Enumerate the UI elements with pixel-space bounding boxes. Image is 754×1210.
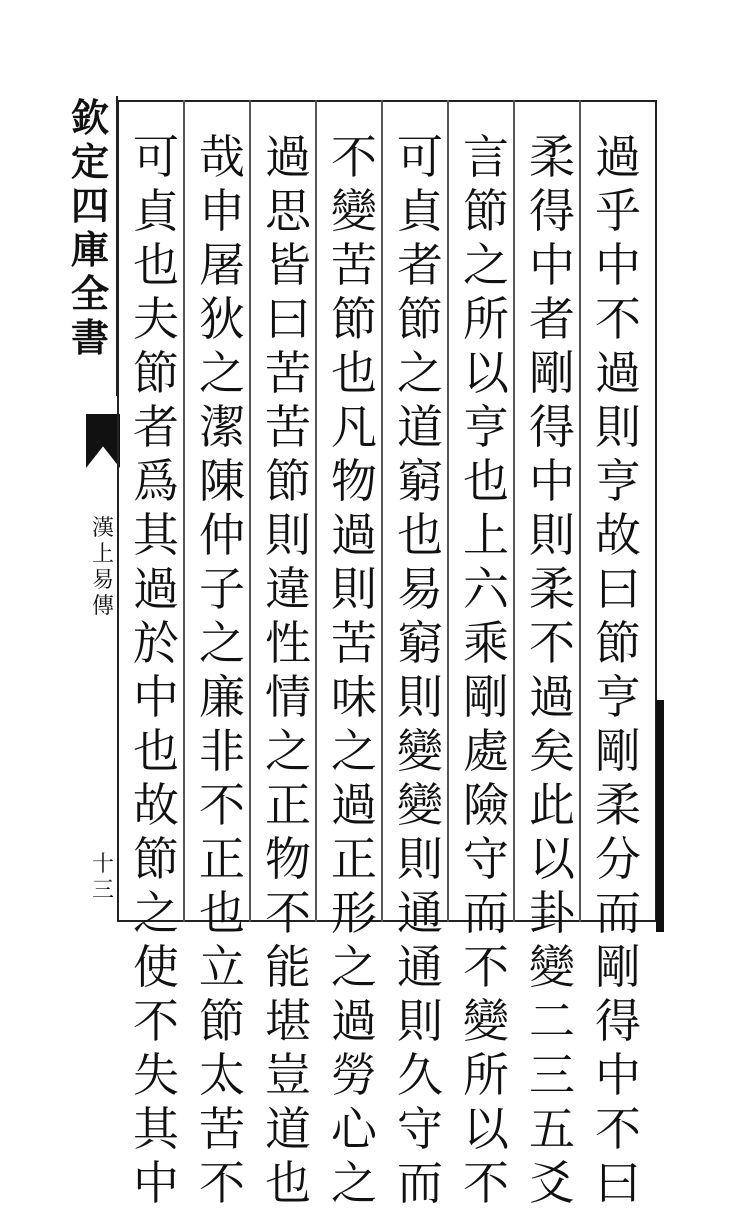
text-char: 則 <box>397 670 443 724</box>
text-char: 過 <box>595 346 641 400</box>
text-column-3 <box>453 130 519 1210</box>
text-char: 狄 <box>199 292 245 346</box>
text-char: 也 <box>265 1156 311 1210</box>
text-char: 潔 <box>199 400 245 454</box>
text-char: 變 <box>529 940 575 994</box>
text-char: 使 <box>133 940 179 994</box>
text-char: 廉 <box>199 670 245 724</box>
text-char: 過 <box>265 130 311 184</box>
text-char: 上 <box>463 508 509 562</box>
text-char: 之 <box>463 238 509 292</box>
text-char: 過 <box>529 670 575 724</box>
text-char: 險 <box>463 778 509 832</box>
text-char: 得 <box>595 994 641 1048</box>
text-char: 節 <box>199 994 245 1048</box>
text-char: 物 <box>331 454 377 508</box>
text-char: 貞 <box>397 184 443 238</box>
fishtail-mark <box>86 414 120 468</box>
text-char: 者 <box>529 292 575 346</box>
text-char: 可 <box>397 130 443 184</box>
text-char: 不 <box>199 1156 245 1210</box>
text-char: 夫 <box>133 292 179 346</box>
text-char: 過 <box>331 508 377 562</box>
text-char: 勞 <box>331 1048 377 1102</box>
text-column-8 <box>123 130 189 1210</box>
text-char: 久 <box>397 1048 443 1102</box>
text-char: 節 <box>331 292 377 346</box>
text-char: 曰 <box>595 1156 641 1210</box>
text-column-4 <box>387 130 453 1210</box>
text-char: 亨 <box>463 400 509 454</box>
text-char: 可 <box>133 130 179 184</box>
text-char: 也 <box>397 508 443 562</box>
folio-char: 十 <box>91 852 114 877</box>
text-char: 所 <box>463 1048 509 1102</box>
text-char: 節 <box>133 832 179 886</box>
text-char: 過 <box>331 778 377 832</box>
text-char: 中 <box>529 454 575 508</box>
text-char: 不 <box>331 130 377 184</box>
text-char: 乘 <box>463 616 509 670</box>
text-char: 違 <box>265 562 311 616</box>
text-char: 曰 <box>595 562 641 616</box>
text-char: 道 <box>265 1102 311 1156</box>
text-char: 過 <box>595 130 641 184</box>
text-char: 爲 <box>133 454 179 508</box>
text-char: 之 <box>199 346 245 400</box>
text-char: 也 <box>133 238 179 292</box>
text-char: 守 <box>463 832 509 886</box>
text-char: 矣 <box>529 724 575 778</box>
text-char: 則 <box>529 508 575 562</box>
text-char: 剛 <box>595 940 641 994</box>
text-char: 得 <box>529 184 575 238</box>
text-char: 其 <box>133 508 179 562</box>
text-char: 哉 <box>199 130 245 184</box>
text-char: 則 <box>265 508 311 562</box>
text-column-5 <box>321 130 387 1210</box>
text-char: 中 <box>529 238 575 292</box>
text-char: 中 <box>595 238 641 292</box>
text-char: 之 <box>331 1156 377 1210</box>
text-char: 立 <box>199 940 245 994</box>
text-column-2 <box>519 130 585 1210</box>
text-char: 分 <box>595 832 641 886</box>
text-char: 曰 <box>265 292 311 346</box>
text-char: 道 <box>397 400 443 454</box>
text-char: 節 <box>595 616 641 670</box>
text-char: 過 <box>331 994 377 1048</box>
text-char: 則 <box>397 994 443 1048</box>
text-char: 正 <box>265 778 311 832</box>
text-char: 以 <box>529 832 575 886</box>
folio-number <box>86 852 120 904</box>
text-char: 苦 <box>331 238 377 292</box>
text-char: 者 <box>133 400 179 454</box>
text-char: 柔 <box>595 778 641 832</box>
text-char: 變 <box>331 184 377 238</box>
text-char: 苦 <box>199 1102 245 1156</box>
text-char: 不 <box>595 292 641 346</box>
text-char: 言 <box>463 130 509 184</box>
text-char: 中 <box>133 1156 179 1210</box>
text-char: 中 <box>133 670 179 724</box>
text-char: 節 <box>463 184 509 238</box>
text-char: 不 <box>265 886 311 940</box>
title-char: 書 <box>70 315 109 360</box>
text-char: 易 <box>397 562 443 616</box>
text-char: 之 <box>331 724 377 778</box>
text-char: 節 <box>133 346 179 400</box>
text-char: 剛 <box>529 346 575 400</box>
text-char: 正 <box>331 832 377 886</box>
text-char: 之 <box>397 346 443 400</box>
text-char: 非 <box>199 724 245 778</box>
text-char: 變 <box>463 994 509 1048</box>
text-char: 以 <box>463 346 509 400</box>
text-char: 亨 <box>595 454 641 508</box>
text-char: 六 <box>463 562 509 616</box>
text-char: 能 <box>265 940 311 994</box>
text-char: 得 <box>529 400 575 454</box>
book-title <box>86 516 120 620</box>
text-char: 皆 <box>265 238 311 292</box>
text-char: 五 <box>529 1102 575 1156</box>
title-char: 四 <box>70 183 109 228</box>
text-char: 正 <box>199 832 245 886</box>
text-char: 節 <box>265 454 311 508</box>
text-char: 也 <box>463 454 509 508</box>
text-char: 中 <box>595 1048 641 1102</box>
text-char: 豈 <box>265 1048 311 1102</box>
title-char: 欽 <box>70 95 109 140</box>
text-char: 爻 <box>529 1156 575 1210</box>
text-char: 性 <box>265 616 311 670</box>
text-char: 卦 <box>529 886 575 940</box>
book-title-char: 易 <box>91 568 114 593</box>
text-char: 申 <box>199 184 245 238</box>
text-char: 也 <box>199 886 245 940</box>
text-char: 過 <box>133 562 179 616</box>
text-column-1 <box>585 130 651 1210</box>
text-char: 變 <box>397 724 443 778</box>
text-char: 堪 <box>265 994 311 1048</box>
text-char: 失 <box>133 1048 179 1102</box>
text-char: 變 <box>397 778 443 832</box>
text-char: 此 <box>529 778 575 832</box>
text-char: 太 <box>199 1048 245 1102</box>
folio-char: 三 <box>91 878 114 903</box>
text-char: 亨 <box>595 670 641 724</box>
text-char: 則 <box>331 562 377 616</box>
text-char: 窮 <box>397 616 443 670</box>
text-char: 則 <box>595 400 641 454</box>
text-char: 故 <box>133 778 179 832</box>
text-char: 子 <box>199 562 245 616</box>
text-char: 苦 <box>265 400 311 454</box>
text-char: 之 <box>199 616 245 670</box>
page-gutter <box>64 96 118 926</box>
text-char: 節 <box>397 292 443 346</box>
text-char: 不 <box>199 778 245 832</box>
title-char: 定 <box>70 139 109 184</box>
text-char: 不 <box>529 616 575 670</box>
text-char: 三 <box>529 1048 575 1102</box>
text-char: 於 <box>133 616 179 670</box>
book-title-char: 上 <box>91 542 114 567</box>
text-char: 也 <box>331 346 377 400</box>
text-char: 守 <box>397 1102 443 1156</box>
text-char: 心 <box>331 1102 377 1156</box>
binding-bar <box>656 700 664 932</box>
text-char: 屠 <box>199 238 245 292</box>
text-char: 而 <box>463 886 509 940</box>
text-char: 其 <box>133 1102 179 1156</box>
text-char: 苦 <box>331 616 377 670</box>
text-char: 味 <box>331 670 377 724</box>
text-char: 之 <box>265 724 311 778</box>
text-column-7 <box>189 130 255 1210</box>
text-char: 而 <box>397 1156 443 1210</box>
text-char: 不 <box>463 1156 509 1210</box>
text-char: 所 <box>463 292 509 346</box>
text-char: 剛 <box>463 670 509 724</box>
text-char: 不 <box>595 1102 641 1156</box>
text-char: 也 <box>133 724 179 778</box>
text-char: 以 <box>463 1102 509 1156</box>
text-column-6 <box>255 130 321 1210</box>
text-char: 柔 <box>529 562 575 616</box>
text-char: 苦 <box>265 346 311 400</box>
text-char: 則 <box>397 832 443 886</box>
text-char: 仲 <box>199 508 245 562</box>
collection-title <box>64 96 118 396</box>
text-char: 貞 <box>133 184 179 238</box>
text-char: 形 <box>331 886 377 940</box>
text-char: 窮 <box>397 454 443 508</box>
text-char: 而 <box>595 886 641 940</box>
book-title-char: 傳 <box>91 594 114 619</box>
text-char: 情 <box>265 670 311 724</box>
text-char: 通 <box>397 940 443 994</box>
text-char: 陳 <box>199 454 245 508</box>
text-char: 不 <box>463 940 509 994</box>
title-char: 庫 <box>70 227 109 272</box>
text-char: 剛 <box>595 724 641 778</box>
text-char: 之 <box>331 940 377 994</box>
text-char: 處 <box>463 724 509 778</box>
text-char: 之 <box>133 886 179 940</box>
text-char: 通 <box>397 886 443 940</box>
text-char: 故 <box>595 508 641 562</box>
text-char: 凡 <box>331 400 377 454</box>
text-char: 二 <box>529 994 575 1048</box>
text-char: 者 <box>397 238 443 292</box>
title-char: 全 <box>70 271 109 316</box>
text-char: 物 <box>265 832 311 886</box>
book-title-char: 漢 <box>91 516 114 541</box>
text-char: 不 <box>133 994 179 1048</box>
text-char: 柔 <box>529 130 575 184</box>
text-char: 思 <box>265 184 311 238</box>
text-char: 乎 <box>595 184 641 238</box>
